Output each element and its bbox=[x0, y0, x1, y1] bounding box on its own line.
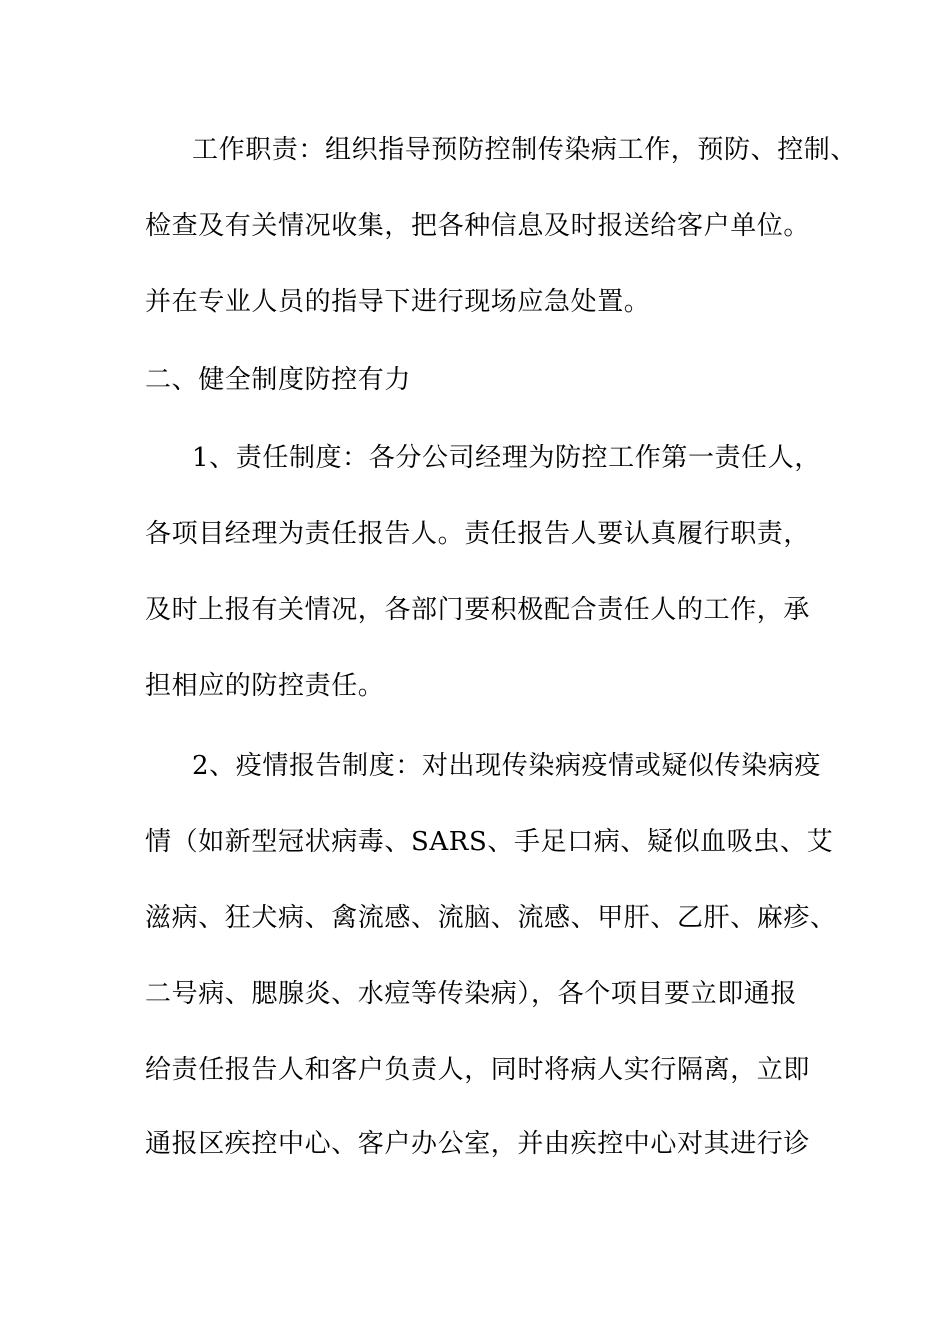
paragraph-line: 2、疫情报告制度：对出现传染病疫情或疑似传染病疫 bbox=[192, 751, 821, 781]
paragraph-line: 及时上报有关情况，各部门要积极配合责任人的工作，承 bbox=[145, 595, 811, 625]
paragraph-line: 通报区疾控中心、客户办公室，并由疾控中心对其进行诊 bbox=[145, 1129, 811, 1159]
paragraph-line: 二号病、腮腺炎、水痘等传染病），各个项目要立即通报 bbox=[145, 979, 798, 1009]
paragraph-line: 各项目经理为责任报告人。责任报告人要认真履行职责， bbox=[145, 519, 811, 549]
paragraph-line: 情（如新型冠状病毒、SARS、手足口病、疑似血吸虫、艾 bbox=[145, 827, 834, 857]
paragraph-line: 滋病、狂犬病、禽流感、流脑、流感、甲肝、乙肝、麻疹、 bbox=[145, 903, 837, 933]
paragraph-line: 担相应的防控责任。 bbox=[145, 671, 385, 701]
section-heading: 二、健全制度防控有力 bbox=[145, 365, 412, 395]
paragraph-line: 检查及有关情况收集，把各种信息及时报送给客户单位。 bbox=[145, 211, 811, 241]
paragraph-line: 1、责任制度：各分公司经理为防控工作第一责任人， bbox=[192, 443, 821, 473]
paragraph-line: 工作职责：组织指导预防控制传染病工作，预防、控制、 bbox=[192, 135, 858, 165]
paragraph-line: 给责任报告人和客户负责人，同时将病人实行隔离，立即 bbox=[145, 1055, 811, 1085]
paragraph-line: 并在专业人员的指导下进行现场应急处置。 bbox=[145, 287, 651, 317]
